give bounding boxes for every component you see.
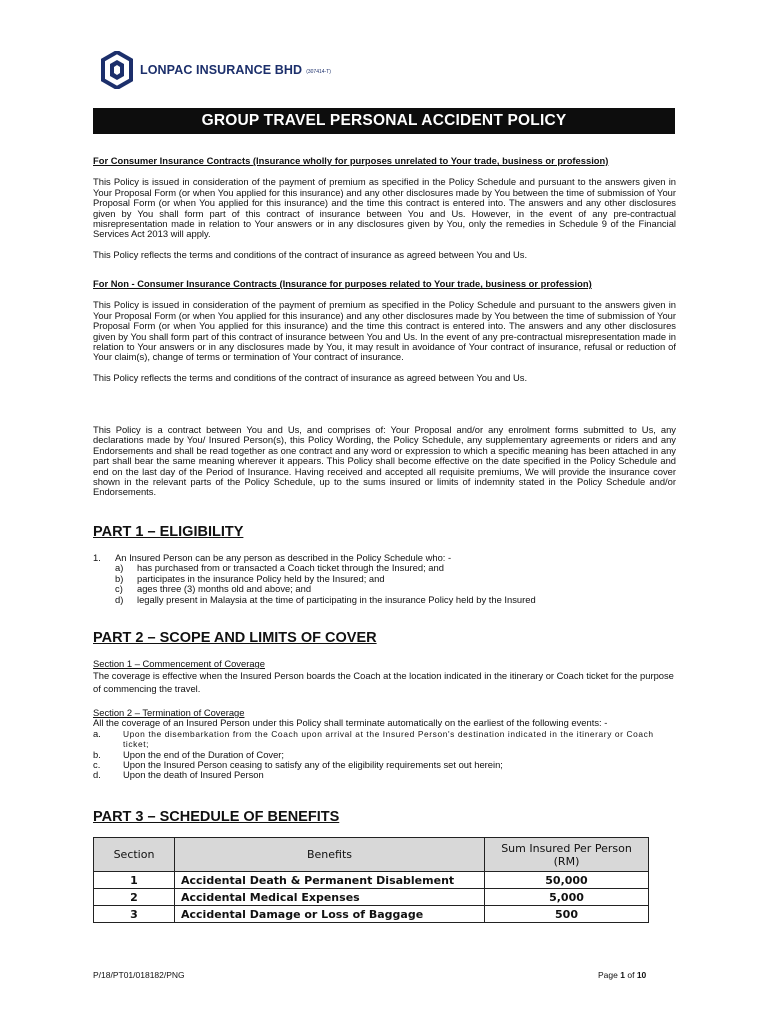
- table-row: [94, 872, 649, 889]
- page-total: 10: [636, 970, 647, 980]
- cell-sum: 500: [485, 906, 649, 923]
- company-registration: (307414-T): [306, 69, 331, 75]
- lonpac-logo-icon: [100, 51, 134, 89]
- page-current: 1: [620, 970, 625, 980]
- non-consumer-heading: For Non - Consumer Insurance Contracts (Insurance for purposes related to Your trade, business or profession): [93, 278, 592, 289]
- section2-block: [93, 708, 676, 781]
- table-row: [94, 906, 649, 923]
- part1-heading: PART 1 – ELIGIBILITY: [93, 524, 244, 540]
- item-text: An Insured Person can be any person as described in the Policy Schedule who: -: [115, 552, 452, 563]
- cell-section: 1: [94, 872, 175, 889]
- company-logo: [100, 50, 331, 90]
- list-item: [93, 595, 676, 605]
- section2-text: All the coverage of an Insured Person under this Policy shall terminate automatically on the earliest of the following events: -: [93, 717, 608, 729]
- sub-item-text: legally present in Malaysia at the time of participating in the insurance Policy held by the Insured: [137, 593, 536, 605]
- contract-paragraph: This Policy is a contract between You and Us, and comprises of: Your Proposal and/or any enrolment forms submitted to Us, any declarations made by You/ Insured Person(s), this Policy Wording, the Policy Schedule, any supplementary agreements or riders and any Endorsements and shall be read together as one contract and any word or expression to which a specific meaning has been attached in any part shall bear the same meaning wherever it appears. This Policy shall become effective on the date specified in the Policy Schedule and end on the last day of the Period of Insurance. Having received and accepted all requisite premiums, We will provide the insurance cover shown in the relevant parts of the Policy Schedule, up to the sums insured or limits of indemnity stated in the Policy Schedule and/or Endorsements.: [93, 424, 676, 498]
- column-header-sum-insured: Sum Insured Per Person (RM): [485, 838, 649, 872]
- sub-item-text: has purchased from or transacted a Coach ticket through the Insured; and: [137, 562, 444, 574]
- column-header-section: Section: [94, 838, 175, 872]
- part2-heading: PART 2 – SCOPE AND LIMITS OF COVER: [93, 630, 377, 646]
- section2-title: Section 2 – Termination of Coverage: [93, 707, 245, 718]
- section1-text: The coverage is effective when the Insured Person boards the Coach at the location indicated in the itinerary or Coach ticket for the purpose of commencing the travel.: [93, 670, 674, 695]
- list-item: [93, 770, 676, 780]
- item-text: Upon the end of the Duration of Cover;: [123, 748, 285, 760]
- item-text: Upon the death of Insured Person: [123, 769, 264, 781]
- table-header-row: [94, 838, 649, 872]
- item-text: Upon the Insured Person ceasing to satisfy any of the eligibility requirements set out herein;: [123, 759, 503, 771]
- column-header-benefits: Benefits: [175, 838, 485, 872]
- section1-block: [93, 659, 676, 695]
- cell-benefit: Accidental Medical Expenses: [175, 889, 485, 906]
- item-key: b.: [93, 748, 101, 760]
- cell-sum: 50,000: [485, 872, 649, 889]
- sub-item-key: a): [115, 562, 124, 574]
- document-code: P/18/PT01/018182/PNG: [93, 970, 185, 980]
- eligibility-list: [93, 553, 676, 605]
- page-number: [598, 970, 646, 980]
- sub-item-key: b): [115, 572, 124, 584]
- policy-title: GROUP TRAVEL PERSONAL ACCIDENT POLICY: [93, 108, 675, 134]
- cell-section: 2: [94, 889, 175, 906]
- sub-item-key: d): [115, 593, 124, 605]
- item-number: 1.: [93, 552, 101, 563]
- cell-sum: 5,000: [485, 889, 649, 906]
- table-row: [94, 889, 649, 906]
- part3-heading: PART 3 – SCHEDULE OF BENEFITS: [93, 809, 340, 825]
- cell-benefit: Accidental Damage or Loss of Baggage: [175, 906, 485, 923]
- consumer-heading: For Consumer Insurance Contracts (Insurance wholly for purposes unrelated to Your trade, business or profession): [93, 155, 609, 166]
- page-label: Page: [598, 970, 618, 980]
- non-consumer-section: [93, 279, 676, 383]
- non-consumer-paragraph-1: This Policy is issued in consideration of the payment of premium as specified in the Policy Schedule and pursuant to the answers given in Your Proposal Form (or when You applied for this insurance) and any other disclosures made by You between the time of submission of Your Proposal Form (or when You applied for this insurance) and the time this contract is entered into. The answers and any other disclosures given by You shall form part of this contract of insurance between You and Us. In the event of any pre-contractual misrepresentation made in relation to Your answers or in any disclosures made by You, it may result in avoidance of Your contract of insurance, refusal or reduction of Your claim(s), change of terms or termination of Your contract of insurance.: [93, 299, 676, 363]
- non-consumer-paragraph-2: This Policy reflects the terms and conditions of the contract of insurance as agreed between You and Us.: [93, 371, 528, 383]
- list-item: [93, 729, 676, 750]
- item-key: d.: [93, 769, 101, 781]
- sub-item-text: ages three (3) months old and above; and: [137, 583, 312, 595]
- consumer-paragraph-1: This Policy is issued in consideration of the payment of premium as specified in the Policy Schedule and pursuant to the answers given in Your Proposal Form (or when You applied for this insurance) and any other disclosures made by You between the time of submission of Your Proposal Form (or when You applied for this insurance) and the time this contract is entered into. The answers and any other disclosures given by You shall form part of this contract of insurance between You and Us. However, in the event of any pre-contractual misrepresentation made in relation to Your answers or in any disclosures given by You, only the remedies in Schedule 9 of the Financial Services Act 2013 will apply.: [93, 176, 676, 240]
- cell-section: 3: [94, 906, 175, 923]
- item-key: c.: [93, 759, 101, 771]
- item-text: Upon the disembarkation from the Coach upon arrival at the Insured Person's destination indicated in the itinerary or Coach ticket;: [123, 728, 654, 750]
- cell-benefit: Accidental Death & Permanent Disablement: [175, 872, 485, 889]
- consumer-paragraph-2: This Policy reflects the terms and conditions of the contract of insurance as agreed between You and Us.: [93, 248, 528, 260]
- sub-item-key: c): [115, 583, 123, 595]
- item-key: a.: [93, 727, 101, 739]
- section1-title: Section 1 – Commencement of Coverage: [93, 658, 265, 669]
- company-name: LONPAC INSURANCE BHD: [140, 63, 303, 77]
- consumer-section: [93, 156, 676, 260]
- page-of-label: of: [627, 970, 635, 980]
- benefits-table: [93, 837, 649, 923]
- sub-item-text: participates in the insurance Policy held by the Insured; and: [137, 572, 385, 584]
- contract-section: [93, 425, 676, 498]
